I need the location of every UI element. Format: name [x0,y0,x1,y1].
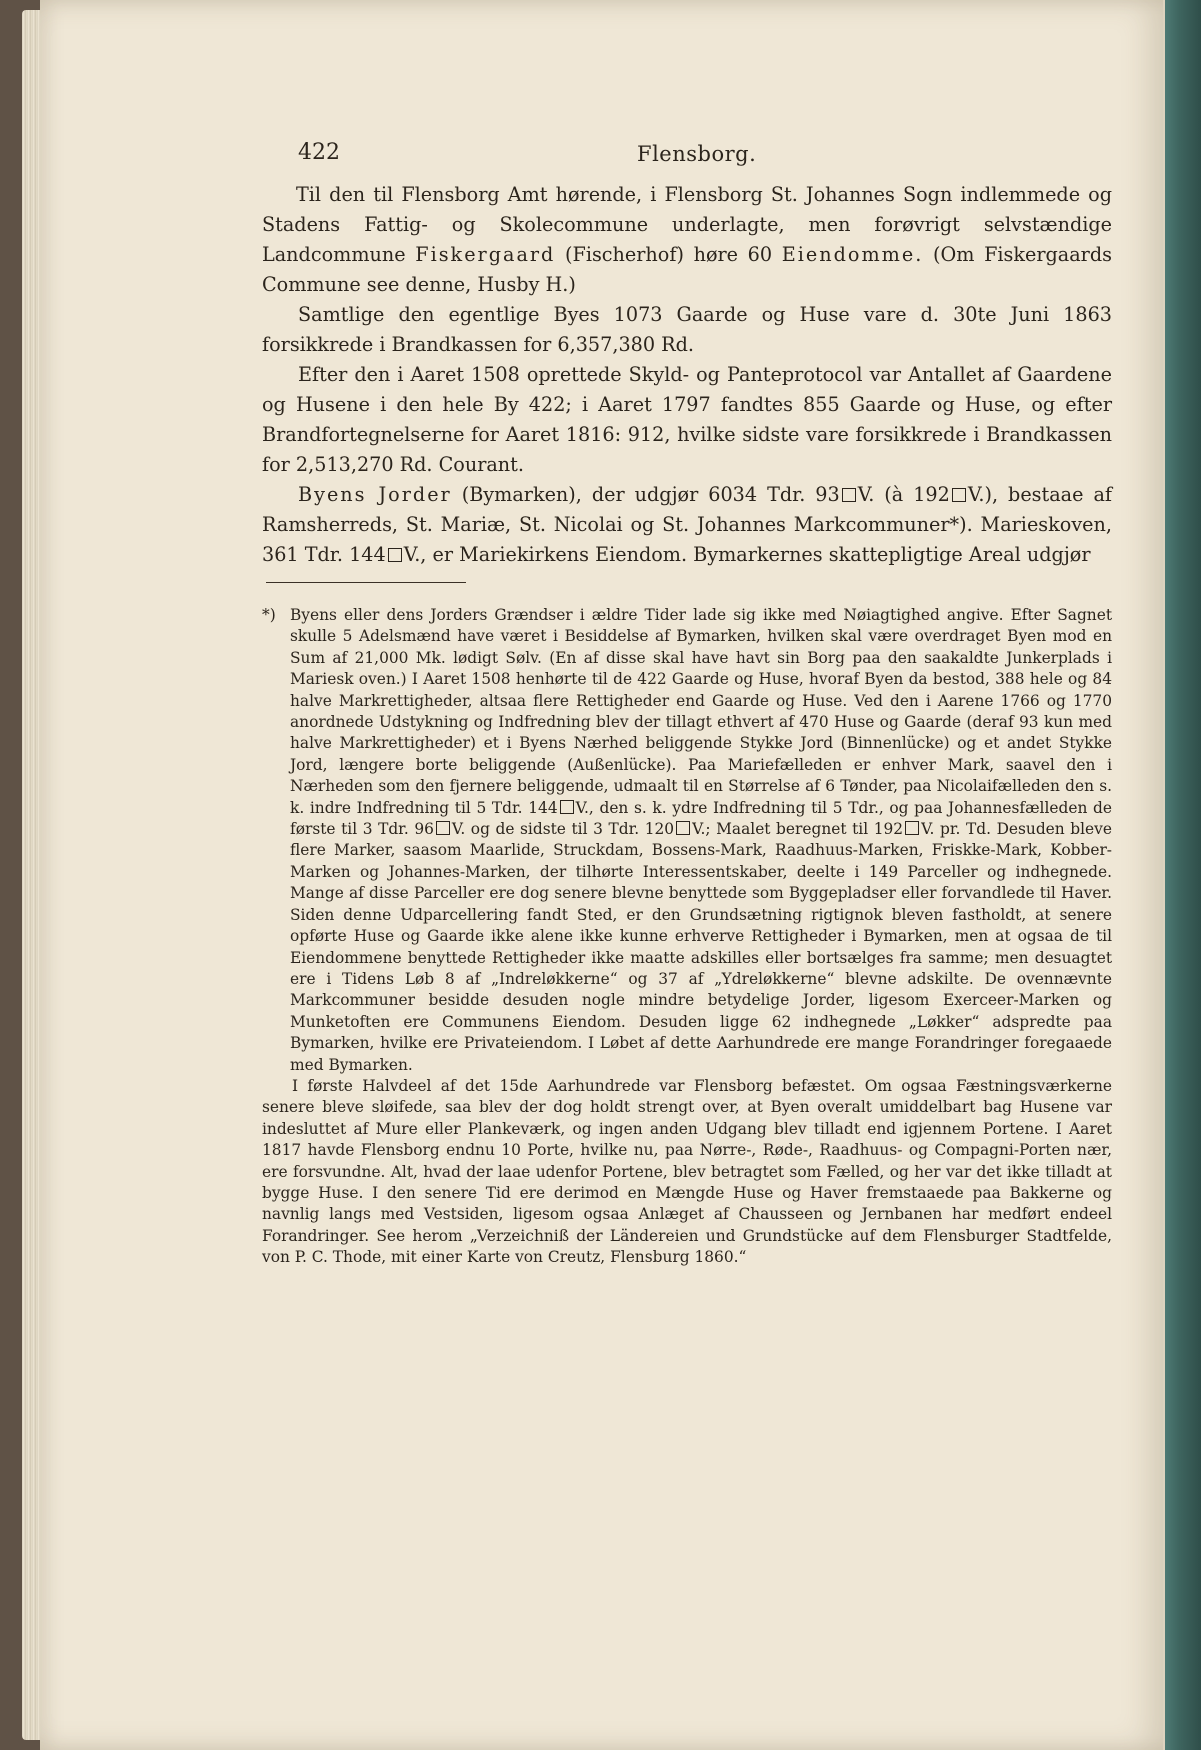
book-page [40,0,1168,1750]
p4-spaced-term: Byens Jorder [298,483,452,506]
p4-text-c: V.), bestaae af Ramsherreds, St. Mariæ, St. Nicolai og St. Johannes Markcommuner*). Mariesk [262,483,1112,536]
main-text [262,180,1112,570]
footnote-divider [266,582,466,583]
square-symbol [436,821,450,835]
p4-text-b: V. (à 192 [857,483,950,506]
footnote-part-2: V., den s. k. ydre Indfredning til 5 Tdr., og paa Johannesfælleden de første til 3 Tdr. 96 [290,798,1112,839]
footnote-part-4: V.; Maalet beregnet til 192 [692,820,904,839]
footnote-part-5: V. pr. Td. Desuden bleve flere Marker, saasom Maarlide, Struckdam, Bossens-Mark, Raadhuus-Marken, Friskke-Mark, Kobber-Marken og Johannes-Marken, der tilhørte Interessentskaber, deelte i 149 Parceller og indhegnede. Mange af disse Parceller ere dog senere blevne benyttede som Byggepladser eller forvandlede til Haver. Siden denne Udparcellering fandt Sted, er den Grundsætning rigtignok bleven fastholdt, at senere opførte Huse og Gaarde ikke alene ikke kunne erhverve Rettigheder i Bymarken, men at ogsaa de til Eiendommene benyttede Rettigheder ikke maatte adskilles eller bortsælges fra samme; men desuagtet ere i Tidens Løb 8 af „Indreløkkerne“ og 37 af „Ydreløkkerne“ blevne adskilte. De ovennævnte Markcommuner besidde desuden nogle mindre betydelige Jorder, ligesom Exerceer-Marken og Munketoften ere Communens Eiendom. Desuden ligge 62 indhegnede „Løkker“ adspredte paa Bymarken, hvilke ere Privateiendom. I Løbet af dette Aarhundrede ere mange Forandringer foregaaede med Bymarken. [290,820,1112,1074]
paragraph-insurance: Samtlige den egentlige Byes 1073 Gaarde og Huse vare d. 30te Juni 1863 forsikkrede i Brandkassen for 6,357,380 Rd. [262,303,1112,356]
p1-mid-text: (Fischerhof) høre 60 [565,243,773,266]
square-symbol [560,800,574,814]
p1-end-text: (Om Fiskergaards Commune see denne, Husby H.) [262,243,1112,296]
p4-text-d: oven, 361 Tdr. 144 [262,513,1112,566]
p1-text: Til den til Flensborg Amt hørende, i Flensborg St. Johannes Sogn indlemmede og Stadens Fattig- og Skolecommune underlagte, men forøvrigt selvstændige Landcommune [262,183,1112,266]
footnote-marker: *) [262,606,276,624]
square-symbol [388,548,402,562]
footnote-paragraph [262,605,1112,1076]
footnote-part-3: V. og de sidste til 3 Tdr. 120 [451,820,675,839]
paragraph-byens-jorder [262,480,1112,570]
paragraph-protocol: Efter den i Aaret 1508 oprettede Skyld- og Panteprotocol var Antallet af Gaardene og Husene i den hele By 422; i Aaret 1797 fandtes 855 Gaarde og Huse, og efter Brandfortegnelserne for Aaret 1816: 912, hvilke sidste vare forsikkrede i Brandkassen for 2,513,270 Rd. Courant. [262,363,1112,476]
page-number: 422 [298,140,340,165]
p1-spaced-term-2: Eiendomme. [781,243,924,266]
square-symbol [952,488,966,502]
p1-spaced-term: Fiskergaard [415,243,556,266]
square-symbol [905,821,919,835]
page-content [262,140,1112,1269]
page-header [262,140,1112,180]
square-symbol [842,488,856,502]
footnote-part-1: Byens eller dens Jorders Grændser i ældre Tider lade sig ikke med Nøiagtighed angive. Efter Sagnet skulle 5 Adelsmænd have været i Besiddelse af Bymarken, hvilken skal være overdraget Byen mod en Sum af 21,000 Mk. lødigt Sølv. (En af disse skal have havt sin Borg paa den saakaldte Junkerplads i Mariesk oven.) I Aaret 1508 henhørte til de 422 Gaarde og Huse, hvoraf Byen da bestod, 388 hele og 84 halve Markrettigheder, altsaa flere Rettigheder end Gaarde og Huse. Ved den i Aarene 1766 og 1770 anordnede Udstykning og Indfredning blev der tillagt ethvert af 470 Huse og Gaarde (deraf 93 kun med halve Markrettigheder) et i Byens Nærhed beliggende Stykke Jord (Binnenlücke) og et andet Stykke Jord, længere borte beliggende (Außenlücke). Paa Mariefælleden er enhver Mark, saavel den i Nærheden som den fjernere beliggende, udmaalt til en Størrelse af 6 Tønder, paa Nicolaifælleden den s. k. indre Indfredning til 5 Tdr. 144 [290,606,1112,817]
running-head: Flensborg. [637,142,757,166]
footnote-section [262,605,1112,1269]
p4-text-a: (Bymarken), der udgjør 6034 Tdr. 93 [461,483,840,506]
paragraph-fiskergaard [262,180,1112,300]
p4-text-e: V., er Mariekirkens Eiendom. Bymarkernes skattepligtige Areal udgjør [403,543,1091,566]
book-cover-edge [1165,0,1201,1750]
square-symbol [676,821,690,835]
paragraph-fortifications: I første Halvdeel af det 15de Aarhundrede var Flensborg befæstet. Om ogsaa Fæstningsværkerne senere bleve sløifede, saa blev der dog holdt strengt over, at Byen overalt umiddelbart bag Husene var indesluttet af Mure eller Plankeværk, og ingen anden Udgang blev tilladt end igjennem Portene. I Aaret 1817 havde Flensborg endnu 10 Porte, hvilke nu, paa Nørre-, Røde-, Raadhuus- og Compagni-Porten nær, ere forsvundne. Alt, hvad der laae udenfor Portene, blev betragtet som Fælled, og her var det ikke tilladt at bygge Huse. I den senere Tid ere derimod en Mængde Huse og Haver fremstaaede paa Bakkerne og navnlig langs med Vestsiden, ligesom ogsaa Anlæget af Chausseen og Jernbanen har medført endeel Forandringer. See herom „Verzeichniß der Ländereien und Grundstücke auf dem Flensburger Stadtfelde, von P. C. Thode, mit einer Karte von Creutz, Flensburg 1860.“ [262,1076,1112,1267]
